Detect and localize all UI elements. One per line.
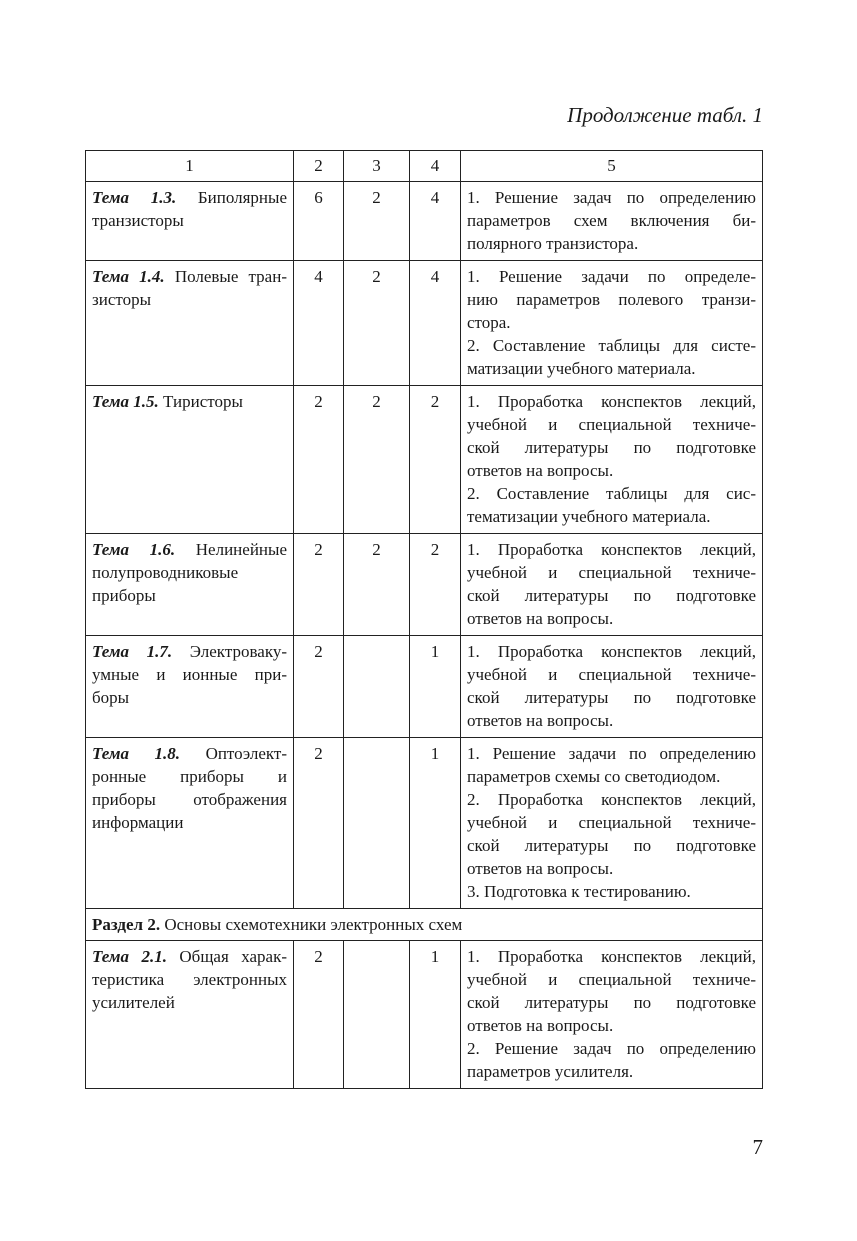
hours-cell-c3: 2 [344,261,410,386]
topic-label: Тема 1.5. [92,392,159,411]
task-line: параметров схемы со светодиодом. [467,767,721,786]
topic-cell [86,261,294,386]
task-line: ответов на вопросы. [467,711,614,730]
task-line: учебной и специальной техниче- [467,563,756,582]
topic-label: Тема 1.4. [92,267,165,286]
task-line: полярного транзистора. [467,234,639,253]
topic-title-text: приборы отображения [92,790,287,809]
topic-line [92,765,287,788]
topic-cell [86,738,294,909]
task-line: ответов на вопросы. [467,609,614,628]
hours-cell-c4: 2 [410,386,461,534]
hours-cell-c3 [344,738,410,909]
task-line: ответов на вопросы. [467,859,614,878]
tasks-cell [461,738,763,909]
task-line: 1. Проработка конспектов лекций, [467,392,756,411]
topic-label: Тема 1.3. [92,188,177,207]
table-row [86,738,763,909]
topic-label: Тема 1.8. [92,744,181,763]
topic-line [92,640,287,663]
task-line: матизации учебного материала. [467,359,696,378]
topic-title-text: Электроваку- [189,642,287,661]
task-line: учебной и специальной техниче- [467,813,756,832]
topic-line [92,991,287,1014]
task-line: ской литературы по подготовке [467,993,756,1012]
topic-line [92,945,287,968]
section-row [86,909,763,941]
continuation-caption: Продолжение табл. 1 [567,103,763,127]
topic-line [92,538,287,561]
page-number: 7 [752,1135,763,1159]
topic-label: Тема 2.1. [92,947,167,966]
section-label: Раздел 2. [92,915,161,934]
task-line: ской литературы по подготовке [467,836,756,855]
task-line: 1. Решение задачи по определению [467,744,756,763]
hours-cell-c2: 2 [294,636,344,738]
hours-cell-c2: 2 [294,386,344,534]
task-line: ской литературы по подготовке [467,688,756,707]
section-cell [86,909,763,941]
topic-label: Тема 1.7. [92,642,173,661]
task-line: 1. Решение задач по определению [467,188,756,207]
topic-line [92,788,287,811]
tasks-cell [461,386,763,534]
task-line: ской литературы по подготовке [467,586,756,605]
hours-cell-c2: 4 [294,261,344,386]
task-line: параметров усилителя. [467,1062,634,1081]
hours-cell-c4: 1 [410,738,461,909]
task-line: 2. Решение задач по определению [467,1039,756,1058]
tasks-cell [461,182,763,261]
hours-cell-c3: 2 [344,386,410,534]
task-line: 1. Решение задачи по определе- [467,267,756,286]
task-line: 2. Составление таблицы для сис- [467,484,756,503]
task-line: параметров схем включения би- [467,211,756,230]
task-line: ответов на вопросы. [467,1016,614,1035]
topic-line [92,742,287,765]
table-row [86,386,763,534]
header-cell: 4 [410,151,461,182]
topic-cell [86,182,294,261]
topic-line [92,663,287,686]
task-line: ответов на вопросы. [467,461,614,480]
table-row [86,182,763,261]
topic-title-text: Тиристоры [163,392,243,411]
topic-line [92,968,287,991]
topic-title-text: Полевые тран- [174,267,287,286]
topic-line [92,584,287,607]
table-row [86,261,763,386]
topic-label: Тема 1.6. [92,540,176,559]
topic-title-text: полупроводниковые [92,563,239,582]
task-line: учебной и специальной техниче- [467,665,756,684]
tasks-cell [461,636,763,738]
task-line: ской литературы по подготовке [467,438,756,457]
topic-title-text: усилителей [92,993,175,1012]
topic-line [92,288,287,311]
hours-cell-c4: 4 [410,261,461,386]
tasks-cell [461,941,763,1089]
topic-line [92,686,287,709]
task-line: тематизации учебного материала. [467,507,711,526]
tasks-cell [461,534,763,636]
hours-cell-c3 [344,636,410,738]
topic-cell [86,386,294,534]
topic-line [92,811,287,834]
task-line: стора. [467,313,511,332]
topic-title-text: теристика электронных [92,970,287,989]
topic-title-text: умные и ионные при- [92,665,287,684]
tasks-cell [461,261,763,386]
header-cell: 1 [86,151,294,182]
topic-title-text: транзисторы [92,211,184,230]
topic-line [92,186,287,209]
topic-title-text: боры [92,688,130,707]
topic-title-text: зисторы [92,290,151,309]
topic-title-text: приборы [92,586,156,605]
hours-cell-c2: 2 [294,941,344,1089]
topic-title-text: Биполярные [197,188,287,207]
task-line: учебной и специальной техниче- [467,970,756,989]
topic-line [92,209,287,232]
task-line: нию параметров полевого транзи- [467,290,756,309]
table-header-row [86,151,763,182]
section-title: Основы схемотехники электронных схем [164,915,463,934]
task-line: 2. Составление таблицы для систе- [467,336,756,355]
header-cell: 5 [461,151,763,182]
header-cell: 2 [294,151,344,182]
table-row [86,534,763,636]
topic-title-text: Общая харак- [179,947,288,966]
task-line: учебной и специальной техниче- [467,415,756,434]
hours-cell-c3: 2 [344,534,410,636]
topic-cell [86,941,294,1089]
hours-cell-c4: 1 [410,636,461,738]
topic-cell [86,636,294,738]
task-line: 1. Проработка конспектов лекций, [467,540,756,559]
task-line: 2. Проработка конспектов лекций, [467,790,756,809]
hours-cell-c3 [344,941,410,1089]
task-line: 1. Проработка конспектов лекций, [467,642,756,661]
hours-cell-c4: 1 [410,941,461,1089]
table-row [86,636,763,738]
topic-cell [86,534,294,636]
table-row [86,941,763,1089]
hours-cell-c3: 2 [344,182,410,261]
task-line: 3. Подготовка к тестированию. [467,882,691,901]
topic-line [92,265,287,288]
hours-cell-c4: 4 [410,182,461,261]
topic-title-text: Нелинейные [195,540,287,559]
hours-cell-c2: 6 [294,182,344,261]
task-line: 1. Проработка конспектов лекций, [467,947,756,966]
hours-cell-c2: 2 [294,738,344,909]
hours-cell-c4: 2 [410,534,461,636]
header-cell: 3 [344,151,410,182]
hours-cell-c2: 2 [294,534,344,636]
topic-line [92,561,287,584]
topic-line [92,390,287,413]
topic-title-text: информации [92,813,184,832]
curriculum-table [85,150,763,1089]
topic-title-text: ронные приборы и [92,767,287,786]
topic-title-text: Оптоэлект- [205,744,287,763]
